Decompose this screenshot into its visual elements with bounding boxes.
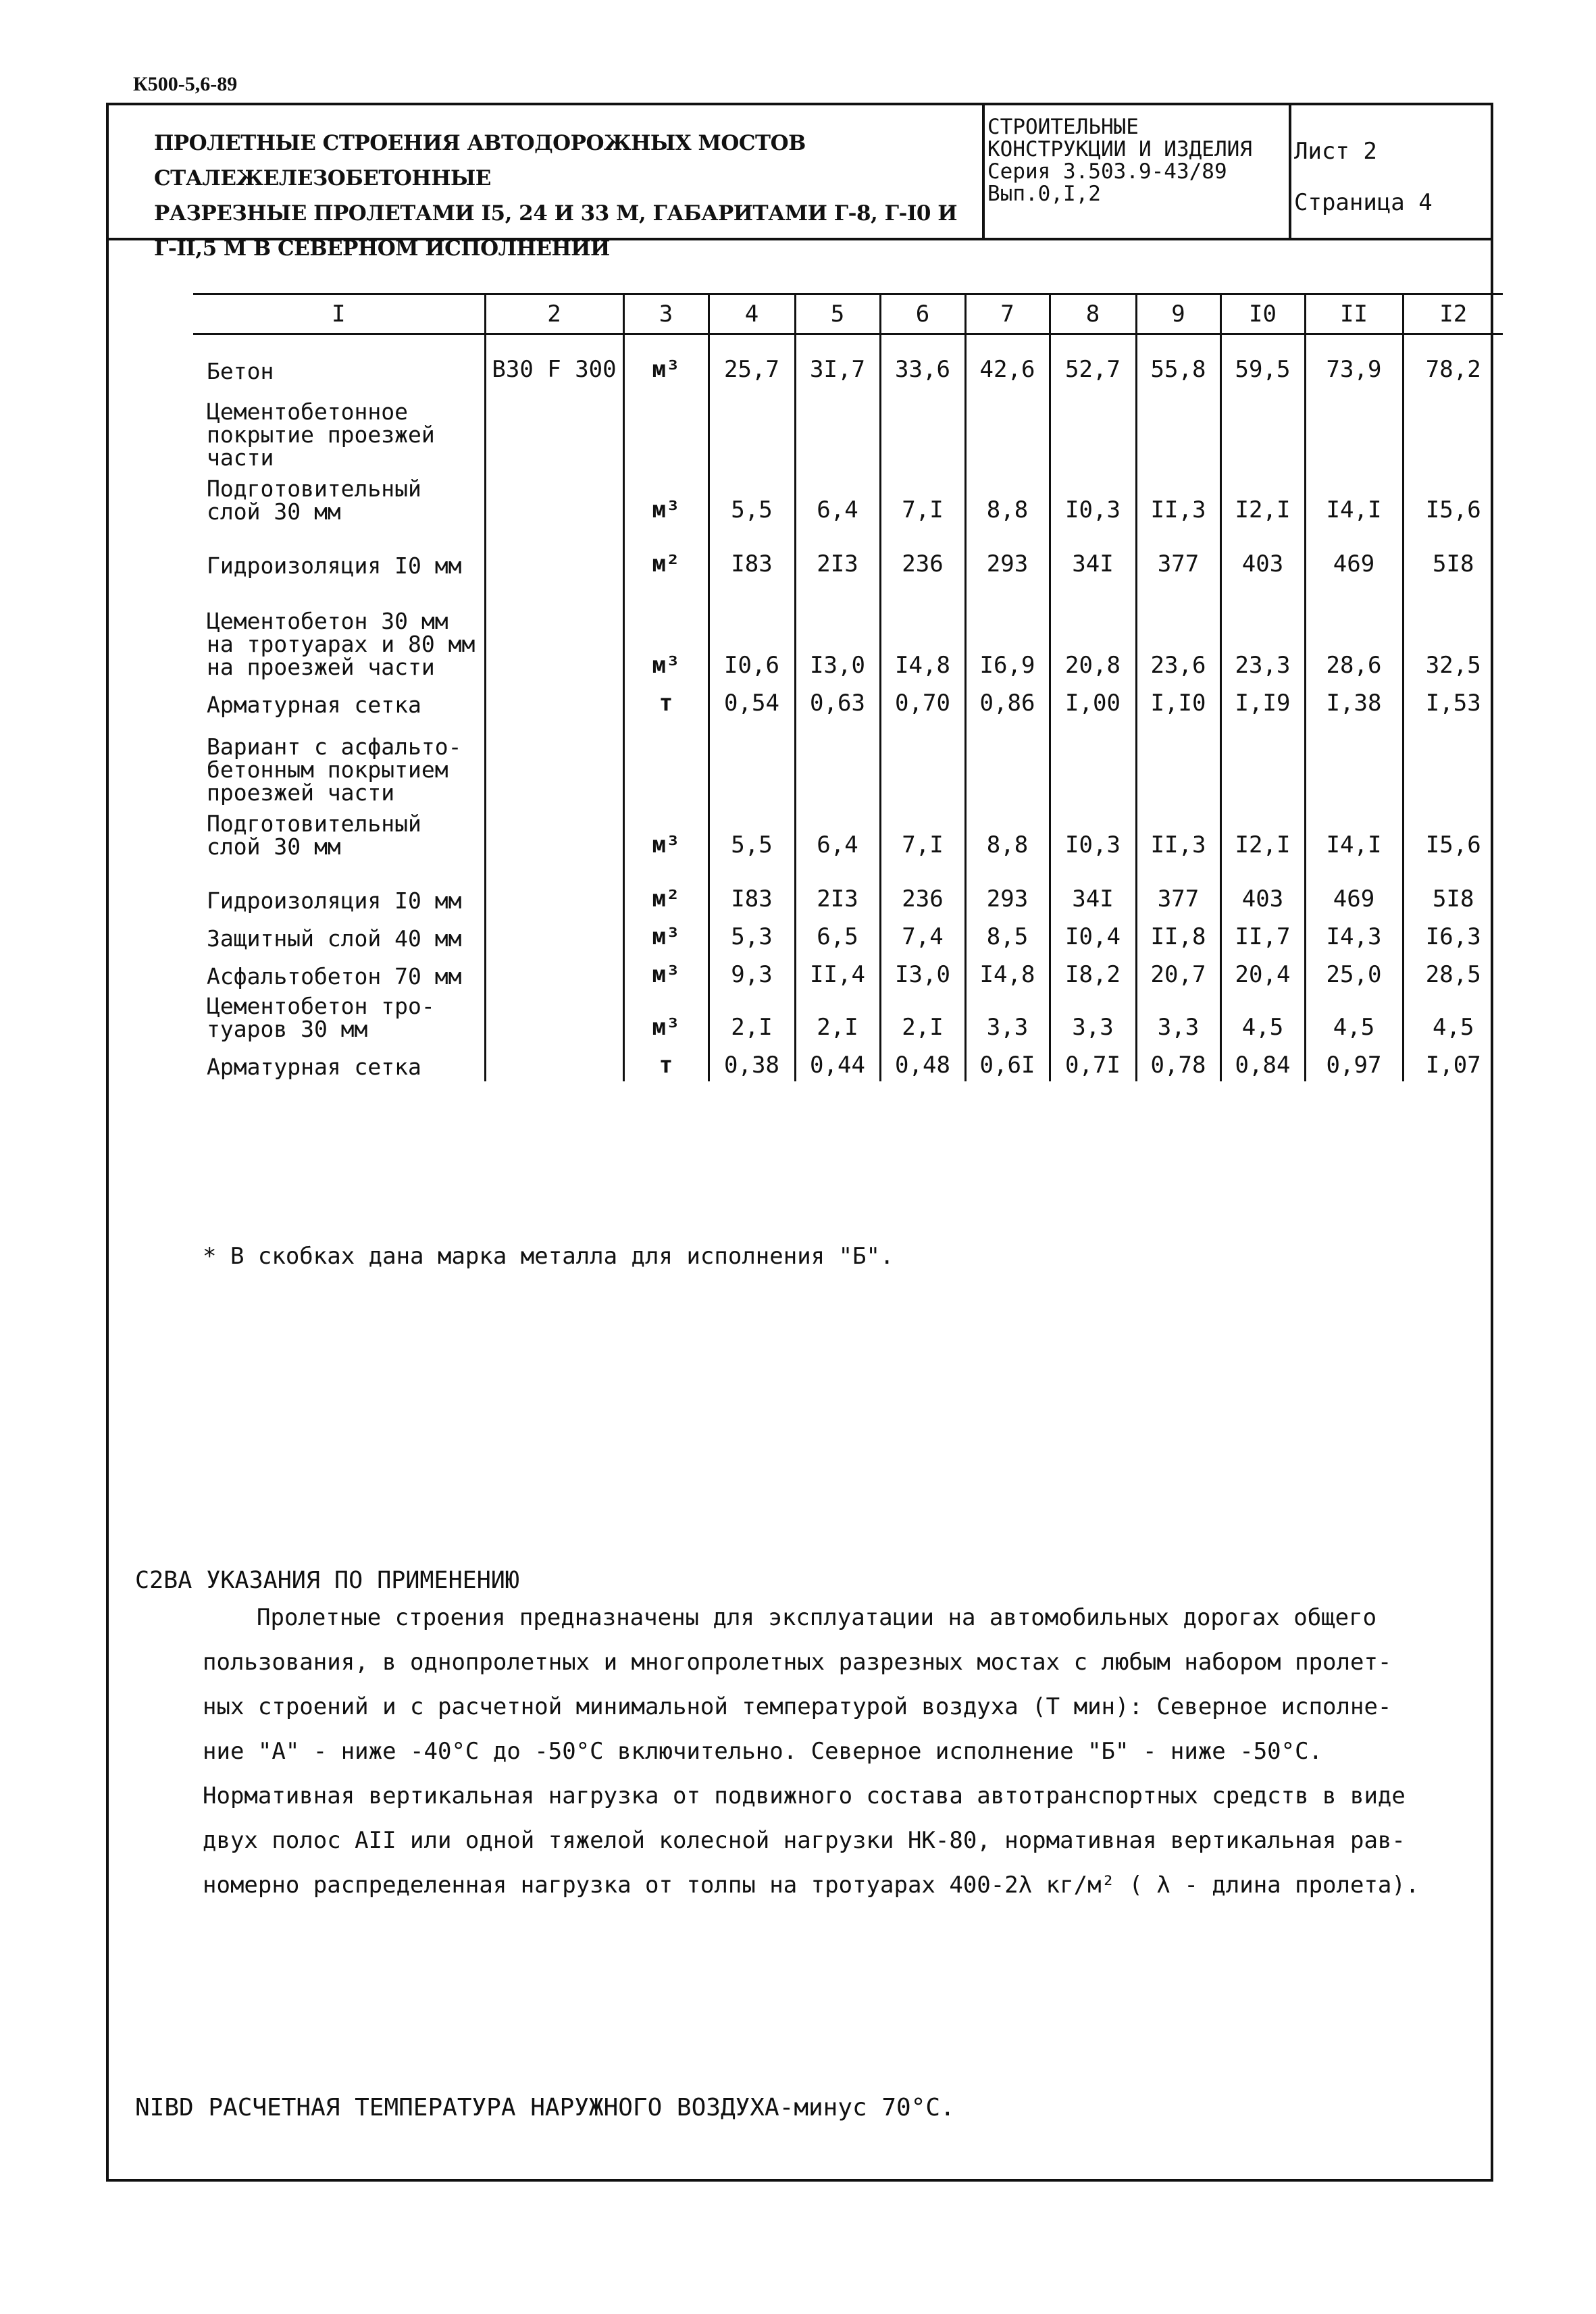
body-line: Пролетные строения предназначены для эксплуатации на автомобильных дорогах общего	[257, 1604, 1377, 1631]
column-header: 6	[880, 294, 965, 334]
table-row	[193, 861, 1503, 915]
material-grade-cell	[485, 682, 623, 719]
value-cell: 6,4	[795, 472, 880, 526]
table-row	[193, 1044, 1503, 1081]
value-cell: 236	[880, 861, 965, 915]
value-cell	[1305, 386, 1403, 472]
title-line: РАЗРЕЗНЫЕ ПРОЛЕТАМИ I5, 24 И 33 М, ГАБАРИТАМИ Г-8, Г-I0 И	[154, 201, 958, 226]
unit-cell	[623, 386, 709, 472]
material-grade-cell	[485, 953, 623, 991]
column-header: 7	[965, 294, 1050, 334]
section-title: С2ВА УКАЗАНИЯ ПО ПРИМЕНЕНИЮ	[135, 1567, 519, 1594]
value-cell: 23,6	[1136, 580, 1220, 682]
value-cell: 9,3	[709, 953, 795, 991]
series-line: Вып.0,I,2	[987, 182, 1101, 206]
unit-cell: м³	[623, 334, 709, 386]
value-cell: I2,I	[1220, 472, 1305, 526]
column-header: II	[1305, 294, 1403, 334]
series-line: Серия 3.503.9-43/89	[987, 159, 1227, 184]
value-cell: II,7	[1220, 915, 1305, 953]
body-line: пользования, в однопролетных и многопролетных разрезных мостах с любым набором пролет-	[203, 1649, 1392, 1676]
body-line: двух полос АII или одной тяжелой колесной нагрузки НК-80, нормативная вертикальная рав-	[203, 1827, 1406, 1854]
value-cell: 4,5	[1305, 991, 1403, 1044]
value-cell	[1050, 386, 1136, 472]
value-cell: I6,9	[965, 580, 1050, 682]
value-cell	[1220, 386, 1305, 472]
unit-cell: т	[623, 1044, 709, 1081]
value-cell: 3,3	[1050, 991, 1136, 1044]
table-row	[193, 953, 1503, 991]
value-cell: 4,5	[1403, 991, 1503, 1044]
value-cell: 33,6	[880, 334, 965, 386]
row-label: Подготовительный слой 30 мм	[207, 475, 421, 525]
row-label: Защитный слой 40 мм	[207, 925, 462, 952]
value-cell: I,00	[1050, 682, 1136, 719]
table-row	[193, 580, 1503, 682]
value-cell: II,8	[1136, 915, 1220, 953]
column-header: 3	[623, 294, 709, 334]
value-cell: 20,8	[1050, 580, 1136, 682]
value-cell: 20,7	[1136, 953, 1220, 991]
unit-cell: м²	[623, 526, 709, 580]
column-header: I2	[1403, 294, 1503, 334]
value-cell: I3,0	[795, 580, 880, 682]
value-cell: I,53	[1403, 682, 1503, 719]
value-cell: 2,I	[795, 991, 880, 1044]
value-cell: 0,78	[1136, 1044, 1220, 1081]
material-grade-cell	[485, 861, 623, 915]
value-cell: 8,5	[965, 915, 1050, 953]
value-cell: 25,0	[1305, 953, 1403, 991]
unit-cell: м³	[623, 580, 709, 682]
value-cell: 28,6	[1305, 580, 1403, 682]
value-cell	[1403, 719, 1503, 807]
row-label: Арматурная сетка	[207, 1053, 421, 1080]
row-label: Цементобетон 30 мм на тротуарах и 80 мм на проезжей части	[207, 607, 475, 680]
section-body	[203, 1595, 1472, 1907]
value-cell: 0,38	[709, 1044, 795, 1081]
value-cell: I3,0	[880, 953, 965, 991]
value-cell: 28,5	[1403, 953, 1503, 991]
value-cell	[1305, 719, 1403, 807]
value-cell: 469	[1305, 526, 1403, 580]
material-grade-cell	[485, 915, 623, 953]
value-cell: 0,86	[965, 682, 1050, 719]
column-header: 2	[485, 294, 623, 334]
unit-cell: м²	[623, 861, 709, 915]
section-note: NIBD РАСЧЕТНАЯ ТЕМПЕРАТУРА НАРУЖНОГО ВОЗДУХА-минус 70°С.	[135, 2094, 955, 2122]
table-row	[193, 386, 1503, 472]
value-cell: II,3	[1136, 807, 1220, 861]
value-cell: 5,3	[709, 915, 795, 953]
value-cell: 59,5	[1220, 334, 1305, 386]
unit-cell: м³	[623, 915, 709, 953]
value-cell: 7,4	[880, 915, 965, 953]
value-cell: 2I3	[795, 526, 880, 580]
value-cell: I,38	[1305, 682, 1403, 719]
row-label: Цементобетонное покрытие проезжей части	[207, 398, 435, 471]
value-cell: I4,I	[1305, 472, 1403, 526]
value-cell: I0,4	[1050, 915, 1136, 953]
value-cell: 8,8	[965, 807, 1050, 861]
footnote: * В скобках дана марка металла для исполнения "Б".	[203, 1243, 894, 1270]
value-cell: 0,6I	[965, 1044, 1050, 1081]
value-cell: II,3	[1136, 472, 1220, 526]
value-cell: I83	[709, 861, 795, 915]
table-row	[193, 915, 1503, 953]
value-cell: 25,7	[709, 334, 795, 386]
value-cell: 8,8	[965, 472, 1050, 526]
column-header: I0	[1220, 294, 1305, 334]
unit-cell: м³	[623, 472, 709, 526]
material-grade-cell	[485, 580, 623, 682]
value-cell	[795, 719, 880, 807]
value-cell: 0,70	[880, 682, 965, 719]
value-cell: 32,5	[1403, 580, 1503, 682]
value-cell: I5,6	[1403, 472, 1503, 526]
value-cell	[709, 719, 795, 807]
value-cell: 3,3	[1136, 991, 1220, 1044]
value-cell: 52,7	[1050, 334, 1136, 386]
row-label: Подготовительный слой 30 мм	[207, 810, 421, 860]
value-cell: 0,7I	[1050, 1044, 1136, 1081]
value-cell: I0,3	[1050, 807, 1136, 861]
value-cell: 0,84	[1220, 1044, 1305, 1081]
table-row	[193, 472, 1503, 526]
value-cell: 55,8	[1136, 334, 1220, 386]
value-cell: 0,63	[795, 682, 880, 719]
row-label: Вариант с асфальто-бетонным покрытием проезжей части	[207, 733, 462, 806]
table-row	[193, 334, 1503, 386]
row-label: Гидроизоляция I0 мм	[207, 552, 462, 579]
column-header: 4	[709, 294, 795, 334]
value-cell: 34I	[1050, 861, 1136, 915]
value-cell: I5,6	[1403, 807, 1503, 861]
header-divider-vertical	[982, 103, 985, 238]
value-cell: 469	[1305, 861, 1403, 915]
series-line: КОНСТРУКЦИИ И ИЗДЕЛИЯ	[987, 137, 1252, 161]
value-cell: 0,44	[795, 1044, 880, 1081]
value-cell: 3,3	[965, 991, 1050, 1044]
value-cell: I4,8	[965, 953, 1050, 991]
row-label: Цементобетон тро-туаров 30 мм	[207, 992, 435, 1042]
value-cell: 0,97	[1305, 1044, 1403, 1081]
value-cell	[1403, 386, 1503, 472]
value-cell: I2,I	[1220, 807, 1305, 861]
value-cell: 0,54	[709, 682, 795, 719]
value-cell	[1220, 719, 1305, 807]
unit-cell: м³	[623, 953, 709, 991]
table-header-row	[193, 294, 1503, 334]
value-cell: I0,3	[1050, 472, 1136, 526]
table-row	[193, 807, 1503, 861]
page-number: Страница 4	[1294, 189, 1433, 216]
value-cell: 2,I	[709, 991, 795, 1044]
sheet-number: Лист 2	[1294, 138, 1377, 165]
value-cell	[709, 386, 795, 472]
material-grade-cell: B30 F 300	[485, 334, 623, 386]
value-cell: 6,5	[795, 915, 880, 953]
value-cell	[1136, 719, 1220, 807]
value-cell: 236	[880, 526, 965, 580]
value-cell: I4,I	[1305, 807, 1403, 861]
value-cell: 7,I	[880, 807, 965, 861]
material-grade-cell	[485, 386, 623, 472]
value-cell: I4,8	[880, 580, 965, 682]
unit-cell	[623, 719, 709, 807]
value-cell: 78,2	[1403, 334, 1503, 386]
value-cell: 42,6	[965, 334, 1050, 386]
row-label: Арматурная сетка	[207, 691, 421, 718]
value-cell	[795, 386, 880, 472]
table-row	[193, 719, 1503, 807]
document-title	[154, 126, 978, 266]
value-cell	[1050, 719, 1136, 807]
material-grade-cell	[485, 991, 623, 1044]
title-line: ПРОЛЕТНЫЕ СТРОЕНИЯ АВТОДОРОЖНЫХ МОСТОВ СТАЛЕЖЕЛЕЗОБЕТОННЫЕ	[154, 131, 806, 190]
value-cell: 20,4	[1220, 953, 1305, 991]
value-cell: 377	[1136, 526, 1220, 580]
material-grade-cell	[485, 472, 623, 526]
column-header: 5	[795, 294, 880, 334]
value-cell: 34I	[1050, 526, 1136, 580]
material-grade-cell	[485, 1044, 623, 1081]
row-label: Гидроизоляция I0 мм	[207, 887, 462, 914]
value-cell: 7,I	[880, 472, 965, 526]
value-cell: 2,I	[880, 991, 965, 1044]
table-row	[193, 526, 1503, 580]
value-cell: I6,3	[1403, 915, 1503, 953]
value-cell: I4,3	[1305, 915, 1403, 953]
header-divider-vertical	[1289, 103, 1291, 238]
row-label: Бетон	[207, 357, 274, 384]
value-cell	[880, 386, 965, 472]
value-cell: I,I9	[1220, 682, 1305, 719]
value-cell: II,4	[795, 953, 880, 991]
column-header: 8	[1050, 294, 1136, 334]
row-label: Асфальтобетон 70 мм	[207, 962, 462, 989]
column-header: 9	[1136, 294, 1220, 334]
value-cell: I,I0	[1136, 682, 1220, 719]
value-cell	[965, 386, 1050, 472]
value-cell: 5I8	[1403, 526, 1503, 580]
value-cell: 403	[1220, 526, 1305, 580]
unit-cell: м³	[623, 807, 709, 861]
value-cell: 293	[965, 861, 1050, 915]
value-cell: I83	[709, 526, 795, 580]
table-row	[193, 682, 1503, 719]
unit-cell: м³	[623, 991, 709, 1044]
body-line: ных строений и с расчетной минимальной температурой воздуха (Т мин): Северное исполне-	[203, 1693, 1392, 1720]
series-block	[987, 116, 1285, 205]
value-cell: 3I,7	[795, 334, 880, 386]
value-cell: 5,5	[709, 807, 795, 861]
table-row	[193, 991, 1503, 1044]
value-cell: 0,48	[880, 1044, 965, 1081]
value-cell: 73,9	[1305, 334, 1403, 386]
value-cell: 23,3	[1220, 580, 1305, 682]
body-line: ние "А" - ниже -40°С до -50°С включительно. Северное исполнение "Б" - ниже -50°С.	[203, 1738, 1323, 1765]
value-cell: 2I3	[795, 861, 880, 915]
column-header: I	[193, 294, 485, 334]
body-line: номерно распределенная нагрузка от толпы на тротуарах 400-2λ кг/м² ( λ - длина пролета).	[203, 1872, 1420, 1899]
value-cell: 5I8	[1403, 861, 1503, 915]
sheet-block	[1294, 126, 1433, 228]
value-cell	[965, 719, 1050, 807]
material-grade-cell	[485, 719, 623, 807]
value-cell: I,07	[1403, 1044, 1503, 1081]
materials-table	[193, 293, 1503, 1081]
value-cell: 293	[965, 526, 1050, 580]
value-cell	[880, 719, 965, 807]
value-cell: 5,5	[709, 472, 795, 526]
body-line: Нормативная вертикальная нагрузка от подвижного состава автотранспортных средств в виде	[203, 1782, 1406, 1809]
unit-cell: т	[623, 682, 709, 719]
value-cell: I0,6	[709, 580, 795, 682]
series-line: СТРОИТЕЛЬНЫЕ	[987, 115, 1139, 139]
title-line: Г-II,5 М В СЕВЕРНОМ ИСПОЛНЕНИИ	[154, 236, 610, 261]
material-grade-cell	[485, 807, 623, 861]
value-cell: 4,5	[1220, 991, 1305, 1044]
value-cell: 6,4	[795, 807, 880, 861]
material-grade-cell	[485, 526, 623, 580]
value-cell: I8,2	[1050, 953, 1136, 991]
document-code: К500-5,6-89	[133, 73, 238, 95]
value-cell: 403	[1220, 861, 1305, 915]
value-cell: 377	[1136, 861, 1220, 915]
value-cell	[1136, 386, 1220, 472]
